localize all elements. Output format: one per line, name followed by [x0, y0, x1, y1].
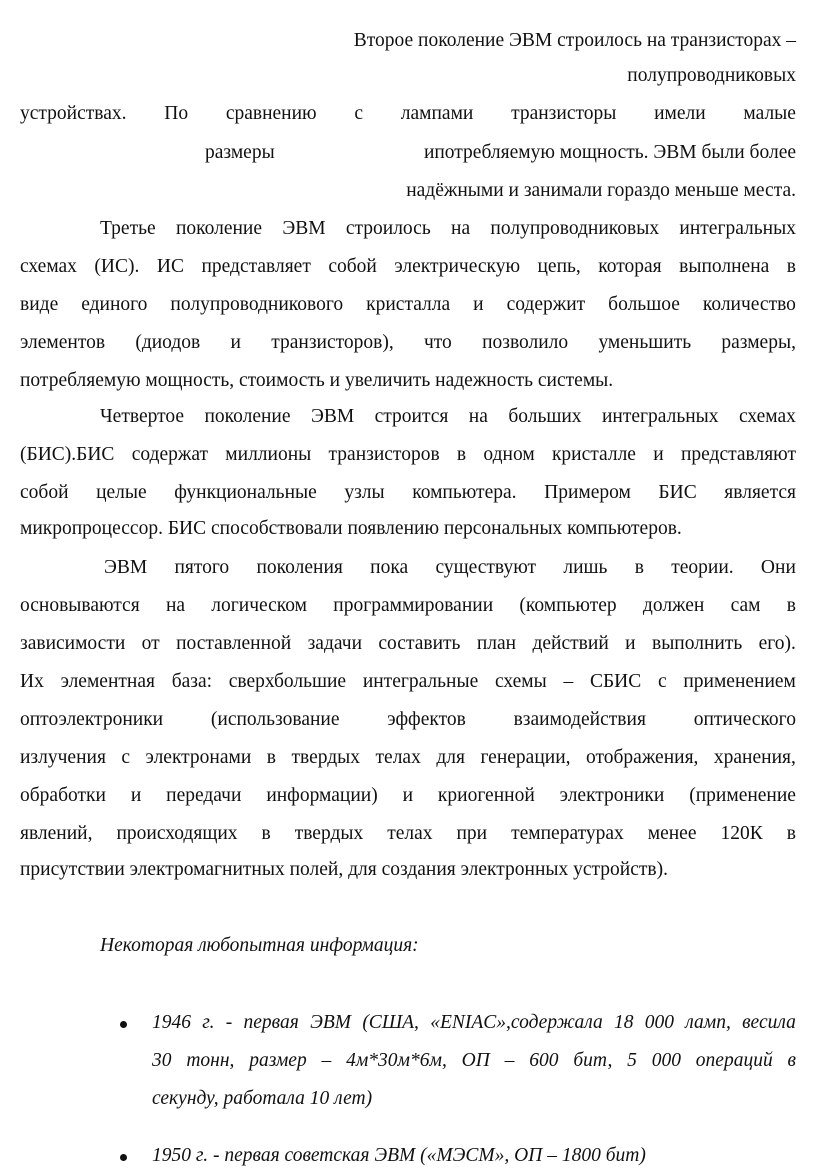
p2-line-1 — [100, 217, 796, 241]
word: содержит — [506, 294, 586, 315]
word: Они — [760, 557, 796, 578]
word: 4м*30м*6м, — [346, 1050, 447, 1071]
word: ОП — [461, 1050, 490, 1071]
word: в — [786, 823, 796, 844]
bullet-1-line-3: секунду, работала 10 лет) — [152, 1088, 373, 1109]
p3-line-2 — [20, 443, 796, 467]
word: в — [787, 1050, 796, 1071]
word: полупроводниковых — [490, 218, 660, 239]
word: 000 — [651, 1050, 681, 1071]
word: в — [786, 256, 796, 277]
word: для — [436, 747, 465, 768]
word: хранения, — [713, 747, 796, 768]
word: (применение — [689, 785, 796, 806]
p4-line-6 — [20, 746, 796, 770]
word: кристалле — [551, 444, 636, 465]
word: интегральные — [362, 671, 479, 692]
p2-line-5: потребляемую мощность, стоимость и увеличить надежность системы. — [20, 370, 614, 391]
bullet-dot-icon — [120, 1021, 127, 1028]
word: бит, — [573, 1050, 613, 1071]
word: сам — [730, 595, 761, 616]
word: транзисторов — [328, 444, 440, 465]
info-heading: Некоторая любопытная информация: — [100, 935, 419, 956]
word: (компьютер — [519, 595, 617, 616]
word: 120К — [720, 823, 763, 844]
word: выполнена — [679, 256, 770, 277]
word: теории. — [671, 557, 734, 578]
word: с — [121, 747, 131, 768]
word: – — [563, 671, 574, 692]
word: излучения — [20, 747, 106, 768]
word: кристалла — [366, 294, 451, 315]
word: БИС — [658, 482, 697, 503]
p4-line-4 — [20, 670, 796, 694]
word: задачи — [307, 633, 363, 654]
word: эффектов — [387, 709, 466, 730]
word: большое — [608, 294, 680, 315]
word: поколение — [204, 406, 291, 427]
word: г. — [202, 1012, 215, 1033]
word: По — [164, 103, 189, 124]
word: компьютера. — [412, 482, 517, 503]
word: его). — [758, 633, 796, 654]
word: обработки — [20, 785, 106, 806]
word: в — [456, 444, 467, 465]
word: существуют — [435, 557, 537, 578]
word: и — [402, 785, 414, 806]
word: первая — [243, 1012, 299, 1033]
word: температурах — [511, 823, 624, 844]
word: Третье — [100, 218, 156, 239]
p2-line-3 — [20, 293, 796, 317]
word: цепь, — [537, 256, 581, 277]
word: происходящих — [116, 823, 238, 844]
word: лишь — [563, 557, 608, 578]
word: генерации, — [480, 747, 571, 768]
word: действий — [532, 633, 609, 654]
word: схемы — [494, 671, 547, 692]
word: электрическую — [394, 256, 521, 277]
word: элементная — [60, 671, 155, 692]
word: электронами — [145, 747, 252, 768]
word: поколение — [175, 218, 263, 239]
word: схемах — [738, 406, 796, 427]
p1-line-2: полупроводниковых — [627, 65, 796, 86]
word: и — [473, 294, 484, 315]
word: и — [625, 633, 636, 654]
word: размер — [249, 1050, 307, 1071]
word: целые — [96, 482, 147, 503]
word: интегральных — [602, 406, 719, 427]
word: схемах — [20, 256, 77, 277]
word: на — [165, 595, 186, 616]
word: поставленной — [176, 633, 292, 654]
word: менее — [647, 823, 697, 844]
word: единого — [81, 294, 148, 315]
word: представляют — [680, 444, 796, 465]
word: оптического — [693, 709, 796, 730]
word: - — [225, 1012, 233, 1033]
word: полупроводникового — [170, 294, 344, 315]
word: Четвертое — [100, 406, 184, 427]
word: 30 — [152, 1050, 172, 1071]
word: план — [476, 633, 517, 654]
word: ЭВМ — [104, 557, 148, 578]
word: база: — [171, 671, 213, 692]
word: функциональные — [174, 482, 317, 503]
word: сравнению — [225, 103, 317, 124]
word: пока — [370, 557, 409, 578]
word: Их — [20, 671, 44, 692]
word: виде — [20, 294, 59, 315]
word: электроники — [559, 785, 665, 806]
p3-line-1 — [100, 405, 796, 429]
word: элементов — [20, 332, 106, 353]
word: 600 — [529, 1050, 559, 1071]
bullet-1-line-1 — [152, 1011, 796, 1035]
word: в — [266, 747, 276, 768]
word: строилось — [345, 218, 431, 239]
word: операций — [695, 1050, 773, 1071]
word: представляет — [201, 256, 311, 277]
word: уменьшить — [598, 332, 692, 353]
word: Примером — [544, 482, 631, 503]
word: и — [653, 444, 664, 465]
p3-line-4: микропроцессор. БИС способствовали появлению персональных компьютеров. — [20, 518, 682, 539]
word: собой — [20, 482, 69, 503]
bullet-2-line-1: 1950 г. - первая советская ЭВМ («МЭСМ», ОП – 1800 бит) — [152, 1145, 646, 1166]
word: на — [468, 406, 488, 427]
word: в — [261, 823, 271, 844]
word: (БИС).БИС — [20, 444, 115, 465]
word: выполнить — [651, 633, 743, 654]
word: «ENIAC»,содержала — [430, 1012, 603, 1033]
word: одном — [483, 444, 535, 465]
word: с — [354, 103, 364, 124]
p1-line-3 — [20, 102, 796, 126]
p1-line-4-start: размеры — [205, 142, 275, 163]
p4-line-3 — [20, 632, 796, 656]
word: – — [321, 1050, 332, 1071]
p2-line-4 — [20, 331, 796, 355]
word: весила — [742, 1012, 796, 1033]
word: основываются — [20, 595, 140, 616]
word: размеры, — [721, 332, 796, 353]
word: – — [504, 1050, 515, 1071]
word: отображения, — [586, 747, 699, 768]
word: (США, — [362, 1012, 419, 1033]
word: которая — [598, 256, 662, 277]
word: от — [141, 633, 160, 654]
word: зависимости — [20, 633, 126, 654]
word: больших — [508, 406, 582, 427]
word: СБИС — [589, 671, 642, 692]
p3-line-3 — [20, 481, 796, 505]
word: твердых — [294, 823, 364, 844]
word: телах — [375, 747, 421, 768]
word: должен — [642, 595, 705, 616]
word: 1946 — [152, 1012, 191, 1033]
p4-line-8 — [20, 822, 796, 846]
p2-line-2 — [20, 255, 796, 279]
word: оптоэлектроники — [20, 709, 164, 730]
word: малые — [743, 103, 796, 124]
word: составить — [378, 633, 461, 654]
word: информации) — [266, 785, 378, 806]
word: миллионы — [225, 444, 312, 465]
word: (ИС). — [94, 256, 140, 277]
p4-line-9: присутствии электромагнитных полей, для создания электронных устройств). — [20, 859, 668, 880]
word: криогенной — [437, 785, 535, 806]
word: строится — [374, 406, 449, 427]
word: ламп, — [685, 1012, 731, 1033]
word: телах — [387, 823, 433, 844]
word: (диодов — [135, 332, 201, 353]
p4-line-1 — [104, 556, 796, 580]
p4-line-5 — [20, 708, 796, 732]
word: программировании — [333, 595, 494, 616]
word: твердых — [291, 747, 361, 768]
p1-line-4-end: ипотребляемую мощность. ЭВМ были более — [423, 142, 796, 163]
word: ЭВМ — [282, 218, 326, 239]
word: что — [423, 332, 452, 353]
word: с — [657, 671, 667, 692]
word: применением — [683, 671, 796, 692]
word: при — [456, 823, 488, 844]
word: 5 — [627, 1050, 637, 1071]
word: (использование — [210, 709, 340, 730]
word: имели — [654, 103, 706, 124]
word: и — [230, 332, 241, 353]
word: в — [786, 595, 796, 616]
word: тонн, — [186, 1050, 235, 1071]
word: транзисторов), — [271, 332, 394, 353]
word: 000 — [644, 1012, 674, 1033]
word: 18 — [613, 1012, 634, 1033]
word: ЭВМ — [310, 406, 355, 427]
word: поколения — [256, 557, 343, 578]
p4-line-7 — [20, 784, 796, 808]
word: пятого — [174, 557, 230, 578]
word: в — [634, 557, 644, 578]
word: на — [451, 218, 471, 239]
word: явлений, — [20, 823, 93, 844]
word: интегральных — [679, 218, 796, 239]
word: логическом — [211, 595, 308, 616]
word: и — [130, 785, 142, 806]
word: ЭВМ — [310, 1012, 352, 1033]
p1-line-5: надёжными и занимали гораздо меньше места. — [406, 180, 796, 201]
word: транзисторы — [511, 103, 617, 124]
word: является — [724, 482, 796, 503]
p4-line-2 — [20, 594, 796, 618]
word: количество — [702, 294, 796, 315]
word: содержат — [131, 444, 209, 465]
word: лампами — [400, 103, 474, 124]
bullet-dot-icon — [120, 1154, 127, 1161]
word: собой — [328, 256, 377, 277]
p1-line-1: Второе поколение ЭВМ строилось на транзисторах – — [353, 30, 796, 51]
word: взаимодействия — [513, 709, 646, 730]
bullet-1-line-2 — [152, 1049, 796, 1073]
word: сверхбольшие — [228, 671, 347, 692]
word: позволило — [482, 332, 569, 353]
word: устройствах. — [20, 103, 127, 124]
word: передачи — [166, 785, 242, 806]
word: ИС — [156, 256, 184, 277]
word: узлы — [344, 482, 385, 503]
